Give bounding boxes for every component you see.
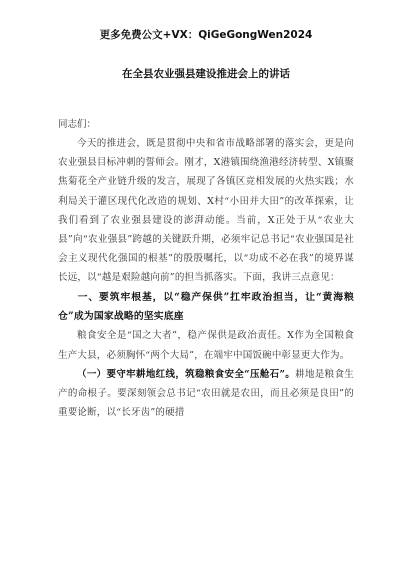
subsection-heading-1: （一）要守牢耕地红线，筑稳粮食安全“压舱石”。: [77, 368, 296, 380]
paragraph-farmland-text: 耕地是粮食生产的命根子。要深刻领会总书记“农田就是农田，而且必须是良田”的重要论断，以“长牙齿”的硬措: [58, 368, 354, 419]
salutation: 同志们：: [58, 119, 97, 130]
paragraph-farmland: [58, 365, 354, 423]
section-heading-1: 一、要筑牢根基，以“稳产保供”扛牢政治担当，让“黄海粮仓”成为国家战略的坚实底座: [58, 291, 354, 323]
document-title: 在全县农业强县建设推进会上的讲话: [122, 68, 290, 80]
paragraph-intro: 今天的推进会，既是贯彻中央和省市战略部署的落实会，更是向农业强县目标冲刺的誓师会。刚才，X港镇围绕渔港经济转型、X镇聚焦菊花全产业链升级的发言，展现了各镇区竞相发展的火热实践；水利局关于灌区现代化改造的规划、X村“小田并大田”的改革探索，让我们看到了农业强县建设的澎湃动能。当前，X正处于从“农业大县”向“农业强县”跨越的关键跃升期，必须牢记总书记“农业强国是社会主义现代化强国的根基”的殷殷嘱托，以“功成不必在我”的境界谋长远，以“越是艰险越向前”的担当抓落实。下面，我讲三点意见：: [58, 138, 354, 284]
paragraph-grain-security: 粮食安全是“国之大者”，稳产保供是政治责任。X作为全国粮食生产大县，必须胸怀“两个大局”，在端牢中国饭碗中彰显更大作为。: [58, 330, 354, 361]
document-header: 更多免费公文+VX：QiGeGongWen2024: [99, 29, 313, 41]
